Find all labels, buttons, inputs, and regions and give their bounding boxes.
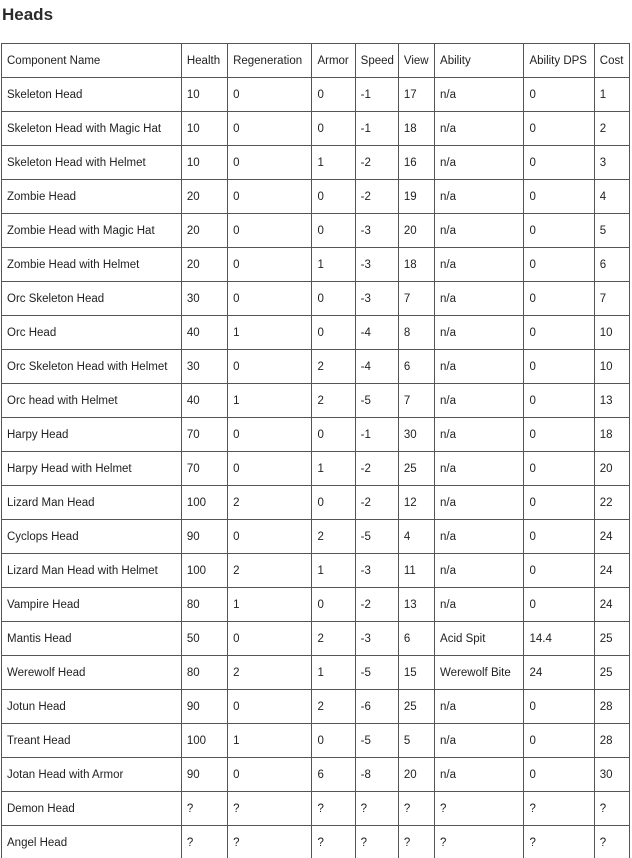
cost-cell: 28: [594, 690, 629, 724]
armor-cell: 0: [312, 486, 355, 520]
view-cell: 16: [398, 146, 434, 180]
armor-cell: 0: [312, 282, 355, 316]
column-header-ability-dps: Ability DPS: [524, 44, 594, 78]
ability-dps-cell: 0: [524, 758, 594, 792]
table-row: [2, 826, 630, 858]
speed-cell: -3: [355, 622, 398, 656]
ability-cell: n/a: [435, 282, 524, 316]
health-cell: 20: [181, 180, 227, 214]
table-row: [2, 690, 630, 724]
ability-dps-cell: 0: [524, 316, 594, 350]
view-cell: 25: [398, 452, 434, 486]
armor-cell: 0: [312, 180, 355, 214]
health-cell: 70: [181, 452, 227, 486]
view-cell: 4: [398, 520, 434, 554]
armor-cell: 0: [312, 78, 355, 112]
ability-cell: n/a: [435, 690, 524, 724]
armor-cell: ?: [312, 792, 355, 826]
ability-dps-cell: 0: [524, 418, 594, 452]
regeneration-cell: 1: [228, 588, 312, 622]
column-header-ability: Ability: [435, 44, 524, 78]
ability-dps-cell: 0: [524, 146, 594, 180]
regeneration-cell: 0: [228, 418, 312, 452]
table-row: [2, 622, 630, 656]
health-cell: 30: [181, 282, 227, 316]
speed-cell: -1: [355, 418, 398, 452]
component-name-cell: Zombie Head: [2, 180, 182, 214]
speed-cell: -8: [355, 758, 398, 792]
ability-cell: n/a: [435, 588, 524, 622]
component-name-cell: Jotun Head: [2, 690, 182, 724]
ability-dps-cell: 0: [524, 486, 594, 520]
ability-cell: n/a: [435, 350, 524, 384]
cost-cell: 10: [594, 316, 629, 350]
table-row: [2, 146, 630, 180]
armor-cell: 2: [312, 384, 355, 418]
ability-dps-cell: 0: [524, 282, 594, 316]
armor-cell: 1: [312, 146, 355, 180]
armor-cell: 0: [312, 588, 355, 622]
column-header-view: View: [398, 44, 434, 78]
armor-cell: 1: [312, 656, 355, 690]
regeneration-cell: 0: [228, 180, 312, 214]
ability-dps-cell: 0: [524, 180, 594, 214]
cost-cell: ?: [594, 792, 629, 826]
view-cell: 19: [398, 180, 434, 214]
component-name-cell: Angel Head: [2, 826, 182, 858]
speed-cell: ?: [355, 792, 398, 826]
regeneration-cell: 0: [228, 78, 312, 112]
regeneration-cell: 2: [228, 486, 312, 520]
armor-cell: 2: [312, 520, 355, 554]
regeneration-cell: 0: [228, 112, 312, 146]
ability-dps-cell: 14.4: [524, 622, 594, 656]
health-cell: 90: [181, 690, 227, 724]
component-name-cell: Zombie Head with Helmet: [2, 248, 182, 282]
cost-cell: 5: [594, 214, 629, 248]
regeneration-cell: 0: [228, 214, 312, 248]
speed-cell: ?: [355, 826, 398, 858]
component-name-cell: Skeleton Head: [2, 78, 182, 112]
view-cell: 20: [398, 214, 434, 248]
component-name-cell: Zombie Head with Magic Hat: [2, 214, 182, 248]
table-row: [2, 758, 630, 792]
component-name-cell: Orc head with Helmet: [2, 384, 182, 418]
regeneration-cell: 1: [228, 316, 312, 350]
component-name-cell: Mantis Head: [2, 622, 182, 656]
view-cell: 8: [398, 316, 434, 350]
armor-cell: 0: [312, 112, 355, 146]
table-header: [2, 44, 630, 78]
table-row: [2, 418, 630, 452]
view-cell: 7: [398, 384, 434, 418]
table-row: [2, 554, 630, 588]
cost-cell: 2: [594, 112, 629, 146]
ability-cell: n/a: [435, 724, 524, 758]
ability-dps-cell: 0: [524, 588, 594, 622]
regeneration-cell: 0: [228, 520, 312, 554]
view-cell: 25: [398, 690, 434, 724]
view-cell: 6: [398, 622, 434, 656]
view-cell: 18: [398, 248, 434, 282]
view-cell: 15: [398, 656, 434, 690]
health-cell: 50: [181, 622, 227, 656]
regeneration-cell: 2: [228, 656, 312, 690]
cost-cell: 1: [594, 78, 629, 112]
component-name-cell: Skeleton Head with Helmet: [2, 146, 182, 180]
ability-cell: n/a: [435, 180, 524, 214]
regeneration-cell: 0: [228, 350, 312, 384]
table-row: [2, 350, 630, 384]
speed-cell: -5: [355, 724, 398, 758]
ability-cell: n/a: [435, 316, 524, 350]
speed-cell: -5: [355, 384, 398, 418]
speed-cell: -3: [355, 214, 398, 248]
armor-cell: 0: [312, 316, 355, 350]
cost-cell: 18: [594, 418, 629, 452]
health-cell: 10: [181, 146, 227, 180]
health-cell: 70: [181, 418, 227, 452]
component-name-cell: Demon Head: [2, 792, 182, 826]
speed-cell: -4: [355, 316, 398, 350]
health-cell: 90: [181, 758, 227, 792]
table-row: [2, 588, 630, 622]
regeneration-cell: 0: [228, 282, 312, 316]
cost-cell: 24: [594, 520, 629, 554]
component-name-cell: Orc Skeleton Head with Helmet: [2, 350, 182, 384]
cost-cell: 24: [594, 588, 629, 622]
armor-cell: 1: [312, 452, 355, 486]
speed-cell: -6: [355, 690, 398, 724]
page-title: Heads: [2, 5, 54, 24]
component-name-cell: Cyclops Head: [2, 520, 182, 554]
view-cell: ?: [398, 826, 434, 858]
view-cell: 17: [398, 78, 434, 112]
component-name-cell: Orc Skeleton Head: [2, 282, 182, 316]
armor-cell: 1: [312, 554, 355, 588]
column-header-cost: Cost: [594, 44, 629, 78]
ability-cell: n/a: [435, 384, 524, 418]
speed-cell: -2: [355, 588, 398, 622]
cost-cell: 30: [594, 758, 629, 792]
cost-cell: 6: [594, 248, 629, 282]
view-cell: 18: [398, 112, 434, 146]
ability-cell: n/a: [435, 758, 524, 792]
view-cell: 12: [398, 486, 434, 520]
view-cell: 20: [398, 758, 434, 792]
speed-cell: -2: [355, 486, 398, 520]
column-header-armor: Armor: [312, 44, 355, 78]
ability-dps-cell: 0: [524, 214, 594, 248]
armor-cell: 0: [312, 214, 355, 248]
ability-cell: n/a: [435, 78, 524, 112]
component-name-cell: Vampire Head: [2, 588, 182, 622]
ability-cell: n/a: [435, 418, 524, 452]
table-row: [2, 316, 630, 350]
speed-cell: -3: [355, 282, 398, 316]
component-name-cell: Lizard Man Head: [2, 486, 182, 520]
ability-cell: ?: [435, 826, 524, 858]
speed-cell: -5: [355, 656, 398, 690]
component-name-cell: Orc Head: [2, 316, 182, 350]
health-cell: 30: [181, 350, 227, 384]
table-row: [2, 520, 630, 554]
speed-cell: -3: [355, 554, 398, 588]
ability-dps-cell: 0: [524, 690, 594, 724]
table-row: [2, 792, 630, 826]
table-row: [2, 452, 630, 486]
ability-cell: n/a: [435, 214, 524, 248]
armor-cell: 2: [312, 350, 355, 384]
ability-dps-cell: ?: [524, 826, 594, 858]
component-name-cell: Skeleton Head with Magic Hat: [2, 112, 182, 146]
health-cell: 80: [181, 656, 227, 690]
health-cell: 100: [181, 554, 227, 588]
ability-cell: n/a: [435, 146, 524, 180]
ability-dps-cell: 0: [524, 554, 594, 588]
speed-cell: -3: [355, 248, 398, 282]
regeneration-cell: ?: [228, 792, 312, 826]
cost-cell: 7: [594, 282, 629, 316]
regeneration-cell: ?: [228, 826, 312, 858]
armor-cell: 2: [312, 622, 355, 656]
ability-dps-cell: 0: [524, 452, 594, 486]
cost-cell: 20: [594, 452, 629, 486]
table-row: [2, 248, 630, 282]
table-row: [2, 656, 630, 690]
ability-cell: n/a: [435, 112, 524, 146]
ability-cell: n/a: [435, 248, 524, 282]
health-cell: 40: [181, 384, 227, 418]
heads-table: [1, 43, 630, 858]
component-name-cell: Jotan Head with Armor: [2, 758, 182, 792]
table-row: [2, 724, 630, 758]
cost-cell: 10: [594, 350, 629, 384]
ability-dps-cell: 24: [524, 656, 594, 690]
regeneration-cell: 2: [228, 554, 312, 588]
component-name-cell: Lizard Man Head with Helmet: [2, 554, 182, 588]
regeneration-cell: 0: [228, 622, 312, 656]
column-header-speed: Speed: [355, 44, 398, 78]
view-cell: 13: [398, 588, 434, 622]
ability-cell: ?: [435, 792, 524, 826]
armor-cell: 2: [312, 690, 355, 724]
health-cell: 10: [181, 112, 227, 146]
ability-cell: n/a: [435, 554, 524, 588]
view-cell: 6: [398, 350, 434, 384]
speed-cell: -1: [355, 112, 398, 146]
armor-cell: 0: [312, 418, 355, 452]
table-row: [2, 112, 630, 146]
view-cell: 5: [398, 724, 434, 758]
health-cell: 20: [181, 248, 227, 282]
speed-cell: -5: [355, 520, 398, 554]
regeneration-cell: 0: [228, 452, 312, 486]
ability-dps-cell: 0: [524, 78, 594, 112]
ability-cell: n/a: [435, 452, 524, 486]
regeneration-cell: 0: [228, 146, 312, 180]
health-cell: 100: [181, 724, 227, 758]
table-row: [2, 214, 630, 248]
column-header-component-name: Component Name: [2, 44, 182, 78]
regeneration-cell: 1: [228, 724, 312, 758]
table-row: [2, 282, 630, 316]
health-cell: ?: [181, 792, 227, 826]
health-cell: 100: [181, 486, 227, 520]
health-cell: 20: [181, 214, 227, 248]
ability-dps-cell: ?: [524, 792, 594, 826]
armor-cell: 1: [312, 248, 355, 282]
ability-dps-cell: 0: [524, 520, 594, 554]
column-header-health: Health: [181, 44, 227, 78]
cost-cell: 25: [594, 656, 629, 690]
component-name-cell: Werewolf Head: [2, 656, 182, 690]
speed-cell: -2: [355, 180, 398, 214]
ability-dps-cell: 0: [524, 112, 594, 146]
ability-dps-cell: 0: [524, 248, 594, 282]
health-cell: 40: [181, 316, 227, 350]
health-cell: 90: [181, 520, 227, 554]
regeneration-cell: 0: [228, 248, 312, 282]
ability-cell: Acid Spit: [435, 622, 524, 656]
armor-cell: 0: [312, 724, 355, 758]
header-row: [2, 44, 630, 78]
regeneration-cell: 0: [228, 690, 312, 724]
ability-cell: n/a: [435, 486, 524, 520]
component-name-cell: Harpy Head: [2, 418, 182, 452]
component-name-cell: Treant Head: [2, 724, 182, 758]
health-cell: ?: [181, 826, 227, 858]
table-row: [2, 78, 630, 112]
ability-dps-cell: 0: [524, 350, 594, 384]
ability-cell: Werewolf Bite: [435, 656, 524, 690]
ability-cell: n/a: [435, 520, 524, 554]
regeneration-cell: 1: [228, 384, 312, 418]
cost-cell: 13: [594, 384, 629, 418]
speed-cell: -1: [355, 78, 398, 112]
view-cell: ?: [398, 792, 434, 826]
table-row: [2, 486, 630, 520]
table-body: [2, 78, 630, 858]
health-cell: 10: [181, 78, 227, 112]
cost-cell: 25: [594, 622, 629, 656]
cost-cell: 3: [594, 146, 629, 180]
speed-cell: -4: [355, 350, 398, 384]
speed-cell: -2: [355, 452, 398, 486]
cost-cell: 24: [594, 554, 629, 588]
ability-dps-cell: 0: [524, 384, 594, 418]
table-row: [2, 180, 630, 214]
view-cell: 11: [398, 554, 434, 588]
component-name-cell: Harpy Head with Helmet: [2, 452, 182, 486]
speed-cell: -2: [355, 146, 398, 180]
cost-cell: 22: [594, 486, 629, 520]
cost-cell: ?: [594, 826, 629, 858]
regeneration-cell: 0: [228, 758, 312, 792]
column-header-regeneration: Regeneration: [228, 44, 312, 78]
armor-cell: 6: [312, 758, 355, 792]
view-cell: 30: [398, 418, 434, 452]
health-cell: 80: [181, 588, 227, 622]
cost-cell: 28: [594, 724, 629, 758]
table-row: [2, 384, 630, 418]
view-cell: 7: [398, 282, 434, 316]
cost-cell: 4: [594, 180, 629, 214]
ability-dps-cell: 0: [524, 724, 594, 758]
armor-cell: ?: [312, 826, 355, 858]
